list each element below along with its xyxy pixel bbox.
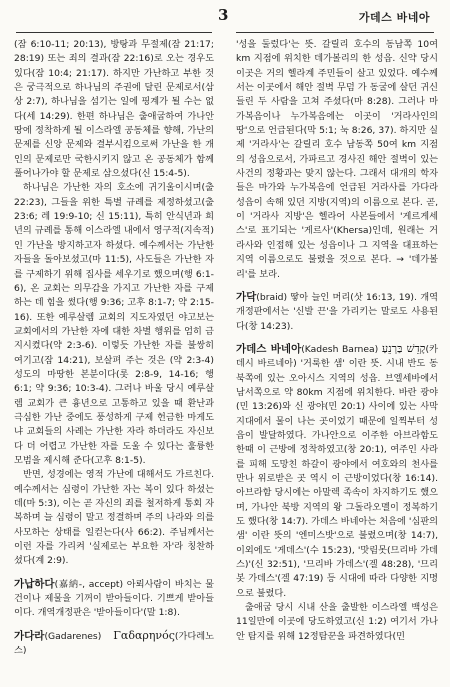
entry-definition: (braid) 땋아 늘인 머리(삿 16:13, 19). 개역개정판에서는 '신발 끈'을 가리키는 말로도 사용된다(창 14:23).	[236, 291, 438, 332]
entry-definition: (카데시 바르네아) '거룩한 샘' 이란 뜻. 시내 반도 동북쪽에 있는 오아시스 지역의 성읍. 브엘세바에서 남서쪽으로 약 80km 지점에 위치한다. 바란 광야(민 13:26)와 신 광야(민 20:1) 사이에 있는 사막 지대에서 물이 나는 곳이었기 때문에 일찍부터 성읍이 발달하였다. 가나안으로 이주한 아브라함도 한때 이 근방에 정착하였고(창 20:1), 여주인 사라를 피해 도망친 하갈이 광야에서 여호와의 천사를 만나 위로받은 곳 역시 이 근방이었다(창 16:14). 아브라함 당시에는 아말렉 족속이 차지하기도 했으며, 가나안 북방 지역의 왕 그돌라오멜이 정복하기도 했다(창 14:7). 가데스 바네아는 처음에 '심판의 샘' 이란 뜻의 '엔미스밧'으로 불렸으며(창 14:7), 이외에도 '게데스'(수 15:23), '맛림못(므리바 가데스)'(신 32:51), '므리바 가데스'(겔 48:28), '므리봇 가데스'(겔 47:19) 등 시대에 따라 다양한 지명으로 불렸다.	[236, 343, 438, 599]
cross-reference: → '데가볼리'를 보라.	[236, 254, 438, 280]
paragraph: 하나님은 가난한 자의 호소에 귀기울이시며(출 22:23), 그들을 위한 특별 규례를 제정하셨고(출 23:6; 레 19:9-10; 신 15:11), 특히 안식년과 희년의 규례를 통해 이스라엘 내에서 영구적(지속적)인 가난을 방지하고자 하셨다. 예수께서는 가난한 자들을 돌아보셨고(마 11:5), 사도들은 가난한 자를 구제하기 위해 집사를 세우기로 했으며(행 6:1-6), 온 교회는 의무감을 가지고 가난한 자를 구제하는 데 힘을 썼다(행 9:36; 고후 8:1-7; 약 2:15-16). 또한 예루살렘 교회의 지도자였던 야고보는 교회에서의 가난한 자에 대한 차별 행위를 엄히 금지시켰다(약 2:3-6). 이렇듯 가난한 자를 불쌍히 여기고(잠 14:21), 보살펴 주는 것은 (약 2:3-4) 성도의 마땅한 본분이다(롯 2:8-9, 14-16; 행 6:1; 약 9:36; 10:3-4). 그러나 바울 당시 예루살렘 교회가 큰 흉년으로 고통하고 있을 때 환난과 극심한 가난 중에도 풍성하게 구제 헌금한 마게도냐 교회들의 사례는 가난한 자라 하더라도 자신보다 더 어렵고 가난한 자를 도울 수 있다는 훌륭한 모범을 제시해 준다(고후 8:1-5).	[14, 182, 214, 466]
header-rule-right	[236, 32, 434, 33]
paragraph: 반면, 성경에는 영적 가난에 대해서도 가르친다. 예수께서는 심령이 가난한 자는 복이 있다 하셨는데(마 5:3), 이는 곧 자신의 죄를 철저하게 통회 자복하며 늘 심령이 말고 정결하며 주의 나라와 의를 사모하는 상태를 일컫는다(사 66:2). 주님께서는 이런 자를 가리켜 '실제로는 부요한 자'라 칭찬하셨다(계 2:9).	[14, 469, 214, 567]
dictionary-entry	[14, 629, 214, 659]
dictionary-entry	[14, 577, 214, 621]
page-header	[0, 0, 450, 38]
entry-headword: 가납하다	[14, 577, 55, 590]
running-head: 가데스 바네아	[358, 11, 430, 24]
entry-headword: 가닥	[236, 290, 257, 303]
entry-hebrew: קָדֵשׁ בַּרְנֵעַ	[381, 341, 426, 355]
entry-english: (Gadarenes)	[44, 630, 102, 642]
paragraph: (잠 6:10-11; 20:13), 방탕과 무절제(잠 21:17; 28:19) 또는 죄의 결과(잠 22:16)로 오는 경우도 있다(잠 10:4; 21:17). 하지만 가난하고 부한 것은 궁극적으로 하나님의 주권에 달린 문제로서(삼상 2:7), 하나님을 섬기는 일에 핑계가 될 수는 없다(세 14:29). 한편 하나님은 출애굽하여 가나안 땅에 정착하게 될 이스라엘 공동체를 향해, 가난의 문제를 신앙 문제와 결부시킴으로써 가난을 한 개인의 문제로만 국한시키지 않고 온 공동체가 함께 풀어나가야 할 문제로 삼으셨다(신 15:4-5).	[14, 39, 214, 180]
paragraph: 출애굽 당시 시내 산을 출발한 이스라엘 백성은 11일만에 이곳에 당도하였고(신 1:2) 여기서 가나안 탐지를 위해 12정탐꾼을 파견하였다(민	[236, 602, 438, 642]
paragraph	[236, 38, 438, 282]
header-rule-left	[16, 32, 212, 33]
entry-greek: Γαδαρηνός	[113, 628, 175, 642]
entry-definition: (嘉納-, accept) 아뢰사람이 바치는 물건이나 제물을 기꺼이 받아들이다. 기쁘게 받아들이다. 개역개정판은 '받아들이다'(말 1:8).	[14, 578, 214, 619]
entry-headword: 가데스 바네아	[236, 342, 302, 355]
dictionary-entry	[236, 342, 438, 601]
entry-headword: 가다라	[14, 629, 45, 642]
entry-transliteration: (가다레노스)	[14, 630, 214, 657]
dictionary-entry	[236, 290, 438, 334]
entry-english: (Kadesh Barnea)	[301, 343, 379, 355]
left-column	[14, 38, 214, 678]
page-number: 3	[218, 6, 229, 24]
paragraph-text: '성을 둘렀다'는 뜻. 갈릴리 호수의 동남쪽 10여 km 지점에 위치한 데가볼리의 한 성읍. 신약 당시 이곳은 거의 헬라계 주민들이 살고 있었다. 예수께서는 이곳에서 해안 절벽 무덤 가 동굴에 살던 귀신들린 두 사람을 고쳐 주셨다(마 8:28). 그러나 마가복음이나 누가복음에는 이곳이 '거라사인의 땅'으로 언급된다(막 5:1; 눅 8:26, 37). 하지만 실제 '거라사'는 갈릴리 호수 남동쪽 50여 km 지점의 성읍으로서, 가파르고 경사진 해안 절벽이 있는 사건의 정황과는 맞지 않는다. 그래서 대개의 학자들은 마가와 누가복음에 언급된 거라사를 가다라 성읍이 속해 있던 지방(지역)의 이름으로 본다. 곧, 이 '거라사 지방'은 헬라어 사본들에서 '게르게세스'로 표기되는 '게르사'(Khersa)인데, 원래는 거라사와 인접해 있는 성읍이나 그 지역을 대표하는 지역 이름으로도 불렸을 것으로 본다.	[236, 39, 438, 266]
right-column	[236, 38, 438, 678]
